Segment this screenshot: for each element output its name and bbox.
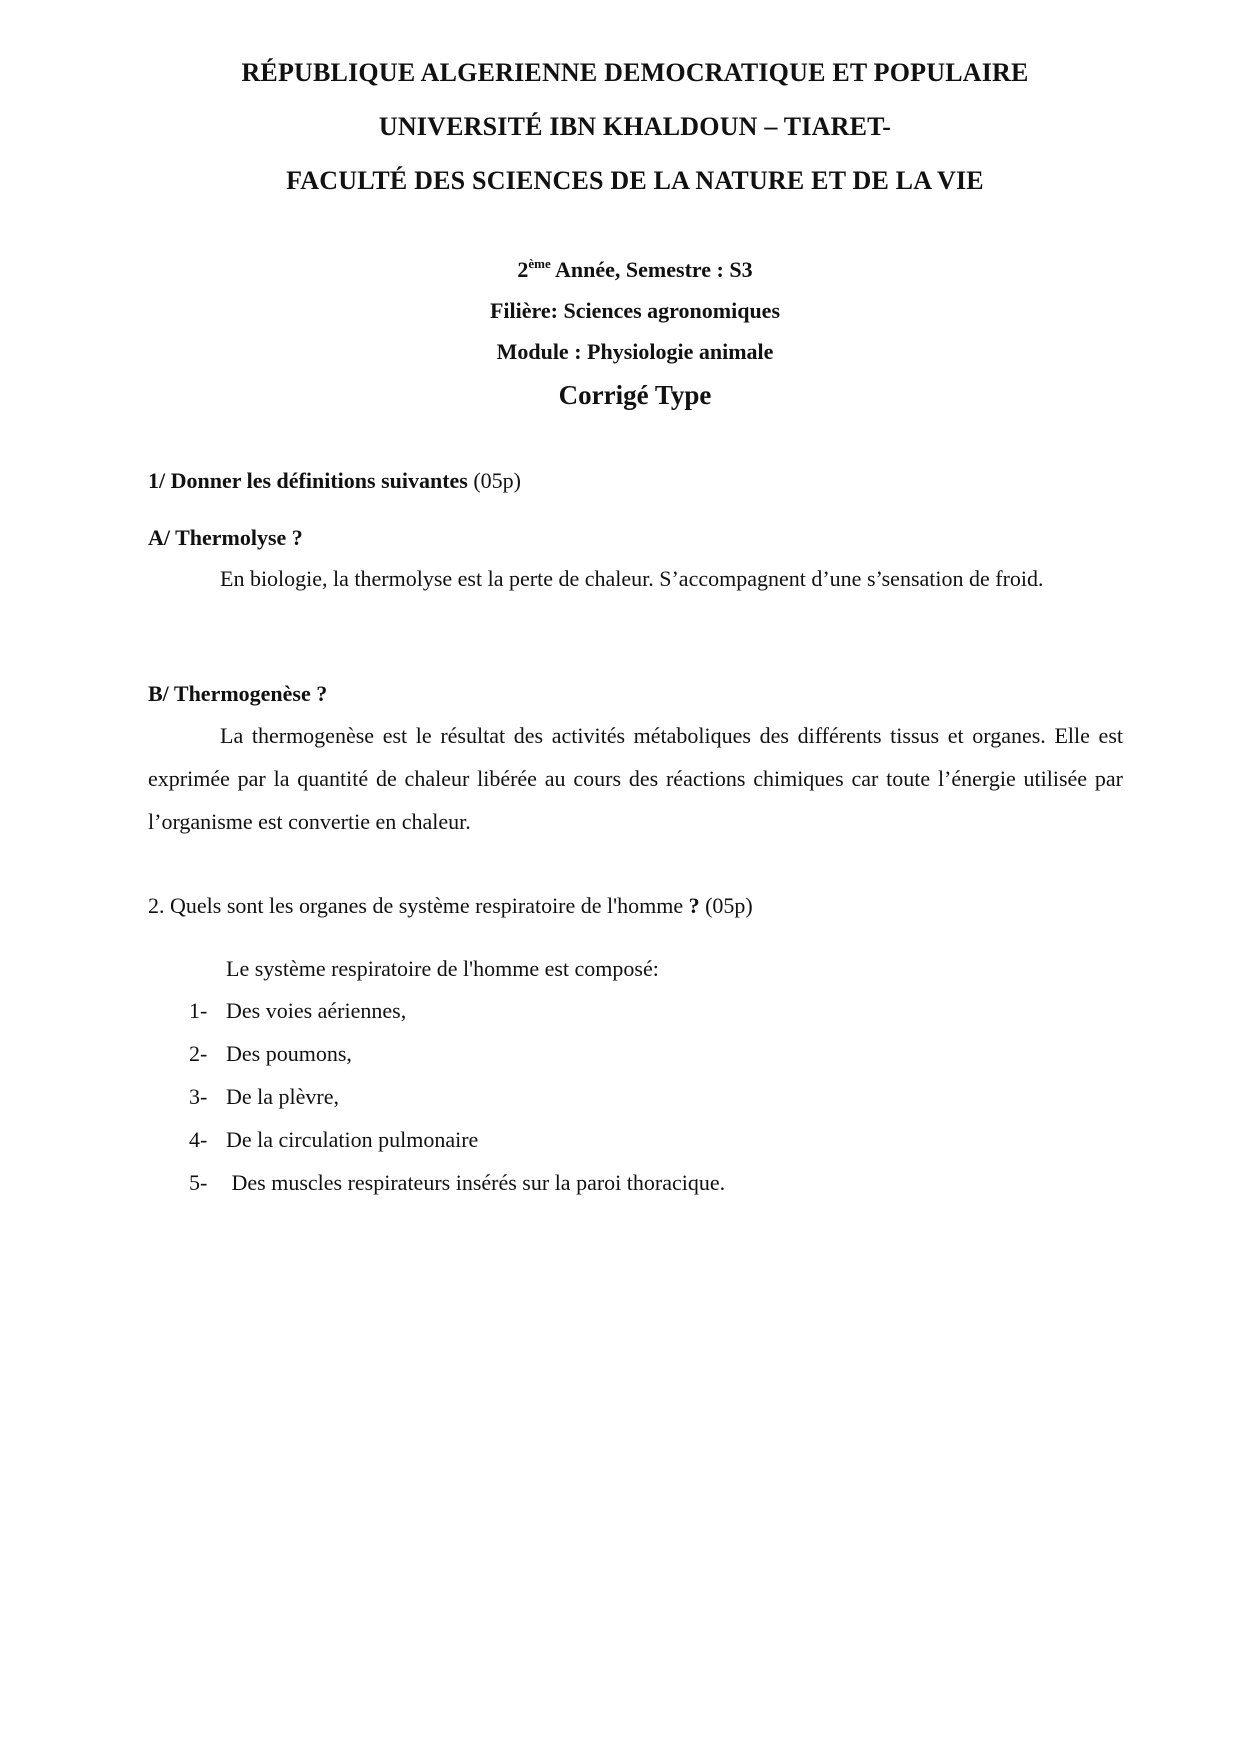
- course-filiere: Filière: Sciences agronomiques: [489, 298, 781, 323]
- question-2-text: 2. Quels sont les organes de système respiratoire de l'homme: [148, 893, 689, 918]
- list-item: [189, 1041, 352, 1067]
- question-1-text: 1/ Donner les définitions suivantes: [148, 468, 468, 493]
- list-item-number: 1-: [189, 998, 208, 1023]
- course-module: Module : Physiologie animale: [496, 339, 774, 364]
- question-2-points: (05p): [699, 893, 753, 918]
- list-item-text: Des muscles respirateurs insérés sur la paroi thoracique.: [226, 1170, 726, 1195]
- question-1-points: (05p): [467, 468, 522, 493]
- list-item: [189, 1084, 339, 1110]
- list-item-number: 3-: [189, 1084, 208, 1109]
- page-title: Corrigé Type: [558, 380, 712, 410]
- answer-b-paragraph: La thermogenèse est le résultat des activités métaboliques des différents tissus et organes. Elle est exprimée par la quantité de chaleur libérée au cours des réactions chimiques car toute l’énergie utilisée par l’organisme est convertie en chaleur.: [148, 723, 1123, 834]
- answer-2-intro: Le système respiratoire de l'homme est composé:: [226, 956, 659, 981]
- list-item: [189, 1170, 725, 1196]
- year-superscript: ème: [528, 256, 551, 271]
- header-university: UNIVERSITÉ IBN KHALDOUN – TIARET-: [378, 112, 892, 141]
- subquestion-a-text: A/ Thermolyse ?: [148, 525, 303, 550]
- year-number: 2: [517, 257, 529, 282]
- list-item: [189, 998, 406, 1024]
- header-faculty: FACULTÉ DES SCIENCES DE LA NATURE ET DE LA VIE: [286, 166, 984, 195]
- list-item-text: Des voies aériennes,: [226, 998, 407, 1023]
- question-2-mark: ?: [688, 893, 700, 918]
- list-item: [189, 1127, 478, 1153]
- question-2-heading: [148, 893, 753, 919]
- subquestion-b-text: B/ Thermogenèse ?: [148, 681, 328, 706]
- list-item-text: De la plèvre,: [226, 1084, 339, 1109]
- year-semester-text: Année, Semestre : S3: [550, 257, 753, 282]
- course-year-semester: [0, 257, 1240, 283]
- subquestion-b-heading: [148, 681, 327, 707]
- answer-a-paragraph: En biologie, la thermolyse est la perte de chaleur. S’accompagnent d’une s’sensation de froid.: [220, 566, 1044, 591]
- list-item-text: De la circulation pulmonaire: [226, 1127, 479, 1152]
- list-item-number: 5-: [189, 1170, 208, 1195]
- header-republic: RÉPUBLIQUE ALGERIENNE DEMOCRATIQUE ET POPULAIRE: [241, 58, 1029, 87]
- list-item-number: 2-: [189, 1041, 208, 1066]
- question-1-heading: [148, 468, 521, 494]
- list-item-text: Des poumons,: [226, 1041, 352, 1066]
- list-item-number: 4-: [189, 1127, 208, 1152]
- subquestion-a-heading: [148, 525, 303, 551]
